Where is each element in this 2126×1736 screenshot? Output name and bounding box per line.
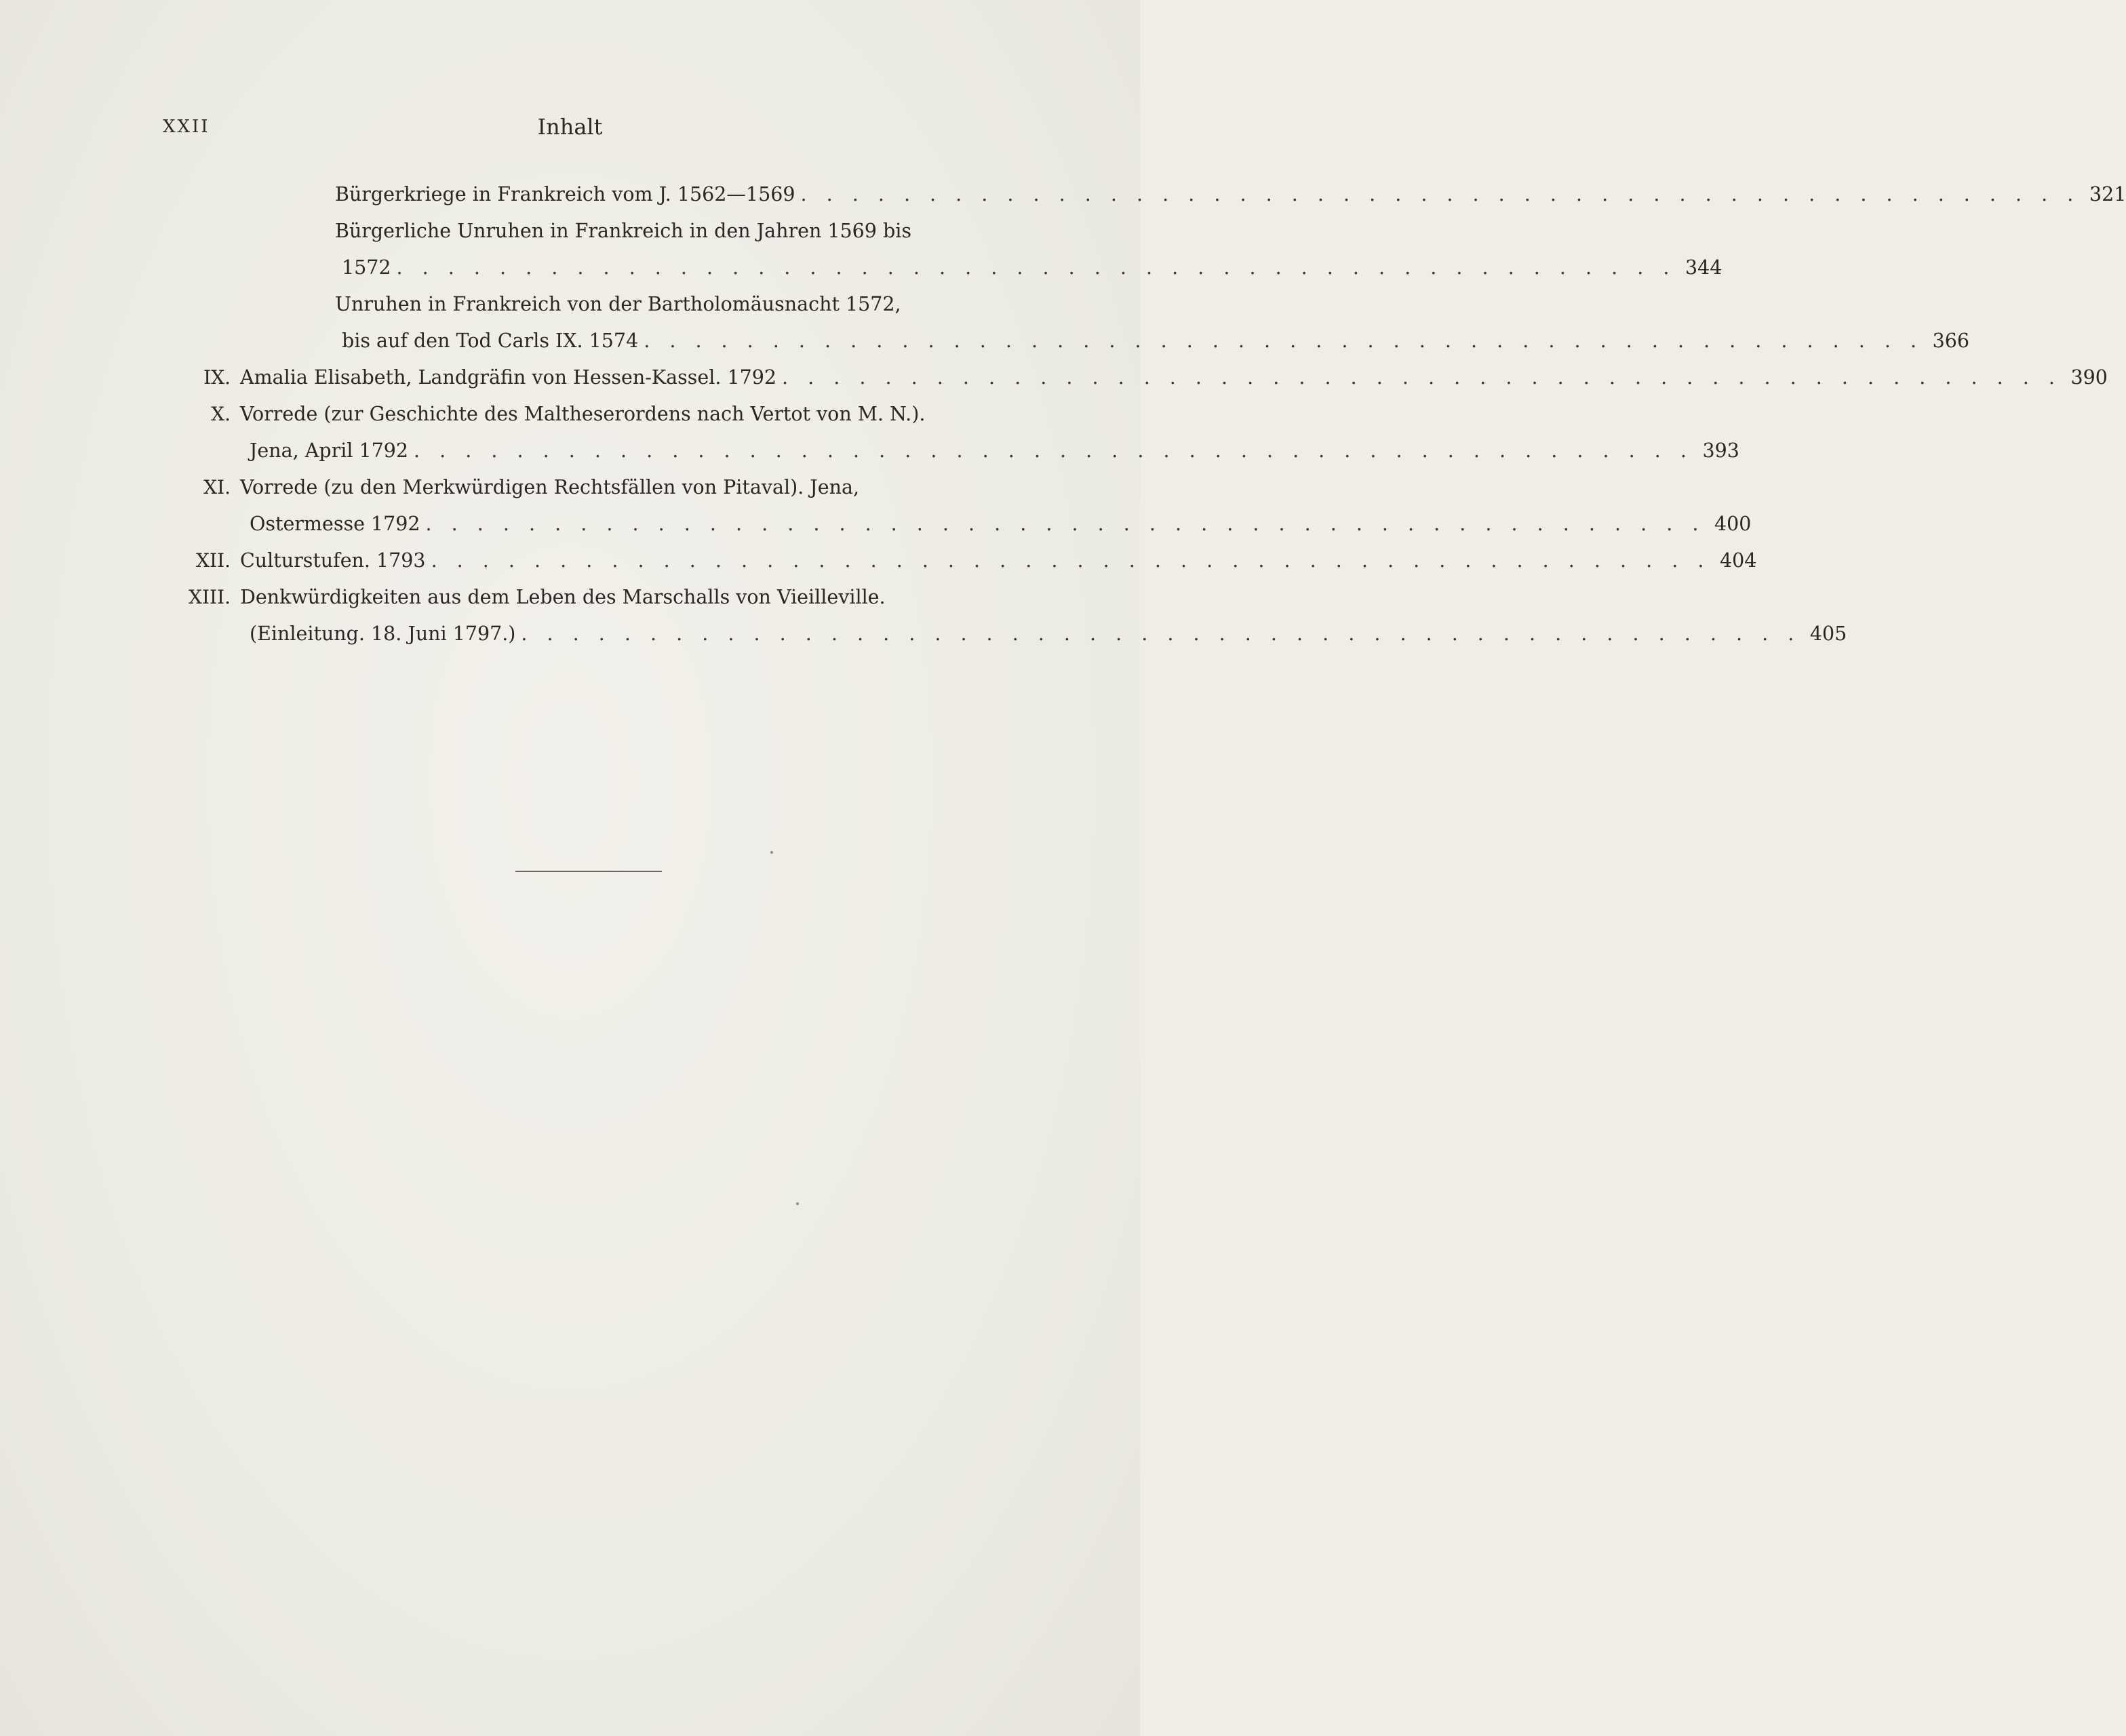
toc-line [240, 542, 1756, 579]
toc-entry [156, 213, 1723, 286]
toc-entry-body [240, 469, 1751, 542]
dot-leader: . . . . . . . . . . . . . . . . . . . . . . . . . . . . . . . . . . . . . . . . . . . . . . . . . . [414, 439, 1693, 462]
toc-entry [156, 359, 2108, 396]
toc-entry-title: Ostermesse 1792 [250, 513, 420, 535]
toc-entry-body [240, 359, 2108, 396]
toc-page-number: 404 [1720, 549, 1757, 572]
toc-page-number: 344 [1685, 256, 1723, 279]
toc-entry-body [240, 542, 1756, 579]
paper-speck [796, 1202, 799, 1205]
toc-page-number: 366 [1932, 330, 1970, 352]
toc-entry [156, 396, 1739, 469]
toc-entry-number [156, 176, 240, 213]
toc-page-number: 400 [1714, 513, 1752, 535]
table-of-contents [156, 176, 2126, 652]
page-title: Inhalt [537, 114, 603, 140]
toc-entry-number [156, 213, 240, 286]
toc-line [240, 396, 1739, 433]
toc-entry [156, 542, 1757, 579]
toc-line [240, 286, 1969, 323]
toc-entry-title: Bürgerliche Unruhen in Frankreich in den Jahren 1569 bis [335, 220, 911, 242]
dot-leader: . . . . . . . . . . . . . . . . . . . . . . . . . . . . . . . . . . . . . . . . . . . . . . . . . . [800, 183, 2081, 205]
dot-leader: . . . . . . . . . . . . . . . . . . . . . . . . . . . . . . . . . . . . . . . . . . . . . . . . . . [521, 623, 1801, 645]
toc-entry-body [240, 176, 2126, 213]
paper-speck [770, 851, 773, 854]
toc-entry [156, 176, 2126, 213]
toc-entry-number [156, 286, 240, 359]
toc-entry-title: Culturstufen. 1793 [240, 549, 426, 572]
toc-entry-number: XII. [196, 549, 231, 572]
toc-line [240, 469, 1751, 506]
toc-entry-title: Vorrede (zu den Merkwürdigen Rechtsfällen von Pitaval). Jena, [240, 476, 860, 498]
toc-page-number: 393 [1702, 439, 1739, 462]
toc-entry-number: XIII. [188, 586, 231, 608]
toc-entry-title: Unruhen in Frankreich von der Bartholomäusnacht 1572, [335, 293, 901, 315]
toc-entry-title: Jena, April 1792 [250, 439, 409, 462]
toc-entry-title: 1572 [342, 256, 391, 279]
toc-entry [156, 579, 1847, 652]
toc-page-number: 390 [2070, 366, 2108, 389]
toc-entry-title: Bürgerkriege in Frankreich vom J. 1562—1569 [335, 183, 795, 205]
toc-entry-number: X. [211, 403, 231, 425]
toc-line [240, 616, 1847, 652]
toc-entry-body [240, 396, 1739, 469]
toc-entry [156, 469, 1752, 542]
toc-line [240, 579, 1847, 616]
toc-line [240, 176, 2126, 213]
toc-line [240, 323, 1969, 359]
toc-entry-body [240, 213, 1722, 286]
toc-entry-title: Vorrede (zur Geschichte des Maltheserordens nach Vertot von M. N.). [240, 403, 926, 425]
roman-page-number: XXII [163, 117, 210, 137]
toc-entry-title: Amalia Elisabeth, Landgräfin von Hessen-Kassel. 1792 [240, 366, 777, 389]
dot-leader: . . . . . . . . . . . . . . . . . . . . . . . . . . . . . . . . . . . . . . . . . . . . . . . . . . [425, 513, 1706, 535]
toc-entry-number: IX. [203, 366, 231, 389]
dot-leader: . . . . . . . . . . . . . . . . . . . . . . . . . . . . . . . . . . . . . . . . . . . . . . . . . . [396, 256, 1676, 279]
dot-leader: . . . . . . . . . . . . . . . . . . . . . . . . . . . . . . . . . . . . . . . . . . . . . . . . . . [431, 549, 1711, 572]
toc-line [240, 359, 2108, 396]
toc-entry-number: XI. [203, 476, 231, 498]
toc-line [240, 250, 1722, 286]
section-divider [515, 871, 662, 872]
toc-entry-body [240, 579, 1847, 652]
toc-line [240, 213, 1722, 250]
toc-page-number: 405 [1809, 623, 1847, 645]
toc-page-number: 321 [2089, 183, 2126, 205]
toc-line [240, 506, 1751, 542]
toc-entry-body [240, 286, 1969, 359]
dot-leader: . . . . . . . . . . . . . . . . . . . . . . . . . . . . . . . . . . . . . . . . . . . . . . . . . . [782, 366, 2062, 389]
toc-entry-title: bis auf den Tod Carls IX. 1574 [342, 330, 639, 352]
toc-line [240, 433, 1739, 469]
toc-entry [156, 286, 1970, 359]
dot-leader: . . . . . . . . . . . . . . . . . . . . . . . . . . . . . . . . . . . . . . . . . . . . . . . . . . [644, 330, 1924, 352]
toc-entry-title: (Einleitung. 18. Juni 1797.) [250, 623, 516, 645]
toc-entry-title: Denkwürdigkeiten aus dem Leben des Marschalls von Vieilleville. [240, 586, 886, 608]
